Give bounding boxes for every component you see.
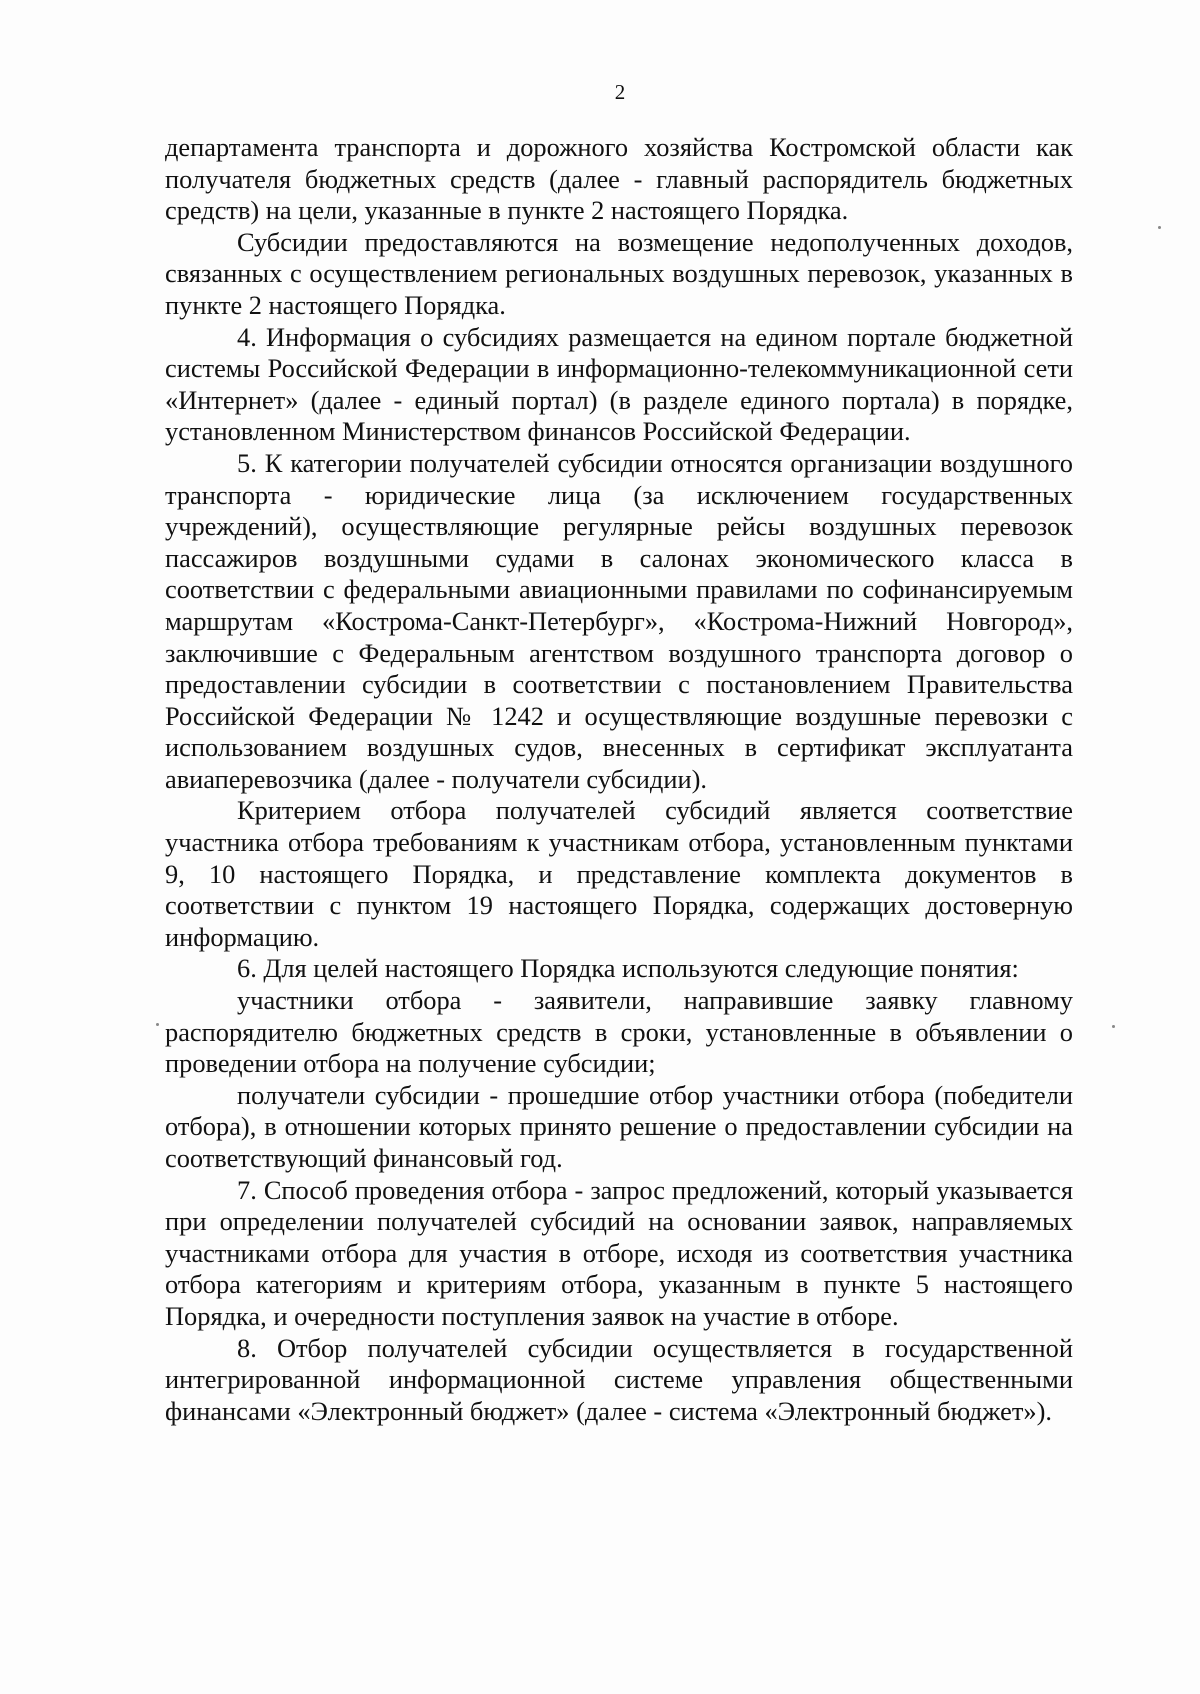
paragraph-subsidies-purpose: Субсидии предоставляются на возмещение недополученных доходов, связанных с осуществлением региональных воздушных перевозок, указанных в пункте 2 настоящего Порядка. — [165, 226, 1073, 320]
paragraph-item-7: 7. Способ проведения отбора - запрос предложений, который указывается при определении получателей субсидий на основании заявок, направляемых участниками отбора для участия в отборе, исходя из соответствия участника отбора категориям и критериям отбора, указанным в пункте 5 настоящего Порядка, и очередности поступления заявок на участие в отборе. — [165, 1174, 1073, 1331]
page-number: 2 — [614, 80, 626, 104]
paragraph-item-4: 4. Информация о субсидиях размещается на едином портале бюджетной системы Российской Федерации в информационно-телекоммуникационной сети «Интернет» (далее - единый портал) (в разделе единого портала) в порядке, установленном Министерством финансов Российской Федерации. — [165, 321, 1073, 447]
paragraph-item-8: 8. Отбор получателей субсидии осуществляется в государственной интегрированной информационной системе управления общественными финансами «Электронный бюджет» (далее - система «Электронный бюджет»). — [165, 1332, 1073, 1426]
paragraph-continuation: департамента транспорта и дорожного хозяйства Костромской области как получателя бюджетных средств (далее - главный распорядитель бюджетных средств) на цели, указанные в пункте 2 настоящего Порядка. — [165, 132, 1073, 226]
scan-speck — [1112, 1025, 1115, 1028]
scan-speck — [156, 1023, 159, 1026]
paragraph-definition-recipients: получатели субсидии - прошедшие отбор участники отбора (победители отбора), в отношении которых принято решение о предоставлении субсидии на соответствующий финансовый год. — [165, 1079, 1073, 1173]
scan-speck — [1158, 226, 1161, 229]
paragraph-item-6: 6. Для целей настоящего Порядка используются следующие понятия: — [237, 953, 1019, 984]
paragraph-selection-criterion: Критерием отбора получателей субсидий является соответствие участника отбора требованиям к участникам отбора, установленным пунктами 9, 10 настоящего Порядка, и представление комплекта документов в соответствии с пунктом 19 настоящего Порядка, содержащих достоверную информацию. — [165, 795, 1073, 952]
paragraph-item-5: 5. К категории получателей субсидии относятся организации воздушного транспорта - юридические лица (за исключением государственных учреждений), осуществляющие регулярные рейсы воздушных перевозок пассажиров воздушными судами в салонах экономического класса в соответствии с федеральными авиационными правилами по софинансируемым маршрутам «Кострома-Санкт-Петербург», «Кострома-Нижний Новгород», заключившие с Федеральным агентством воздушного транспорта договор о предоставлении субсидии в соответствии с постановлением Правительства Российской Федерации № 1242 и осуществляющие воздушные перевозки с использованием воздушных судов, внесенных в сертификат эксплуатанта авиаперевозчика (далее - получатели субсидии). — [165, 447, 1073, 794]
document-body — [165, 132, 1073, 1427]
paragraph-definition-participants: участники отбора - заявители, направившие заявку главному распорядителю бюджетных средств в сроки, установленные в объявлении о проведении отбора на получение субсидии; — [165, 985, 1073, 1079]
